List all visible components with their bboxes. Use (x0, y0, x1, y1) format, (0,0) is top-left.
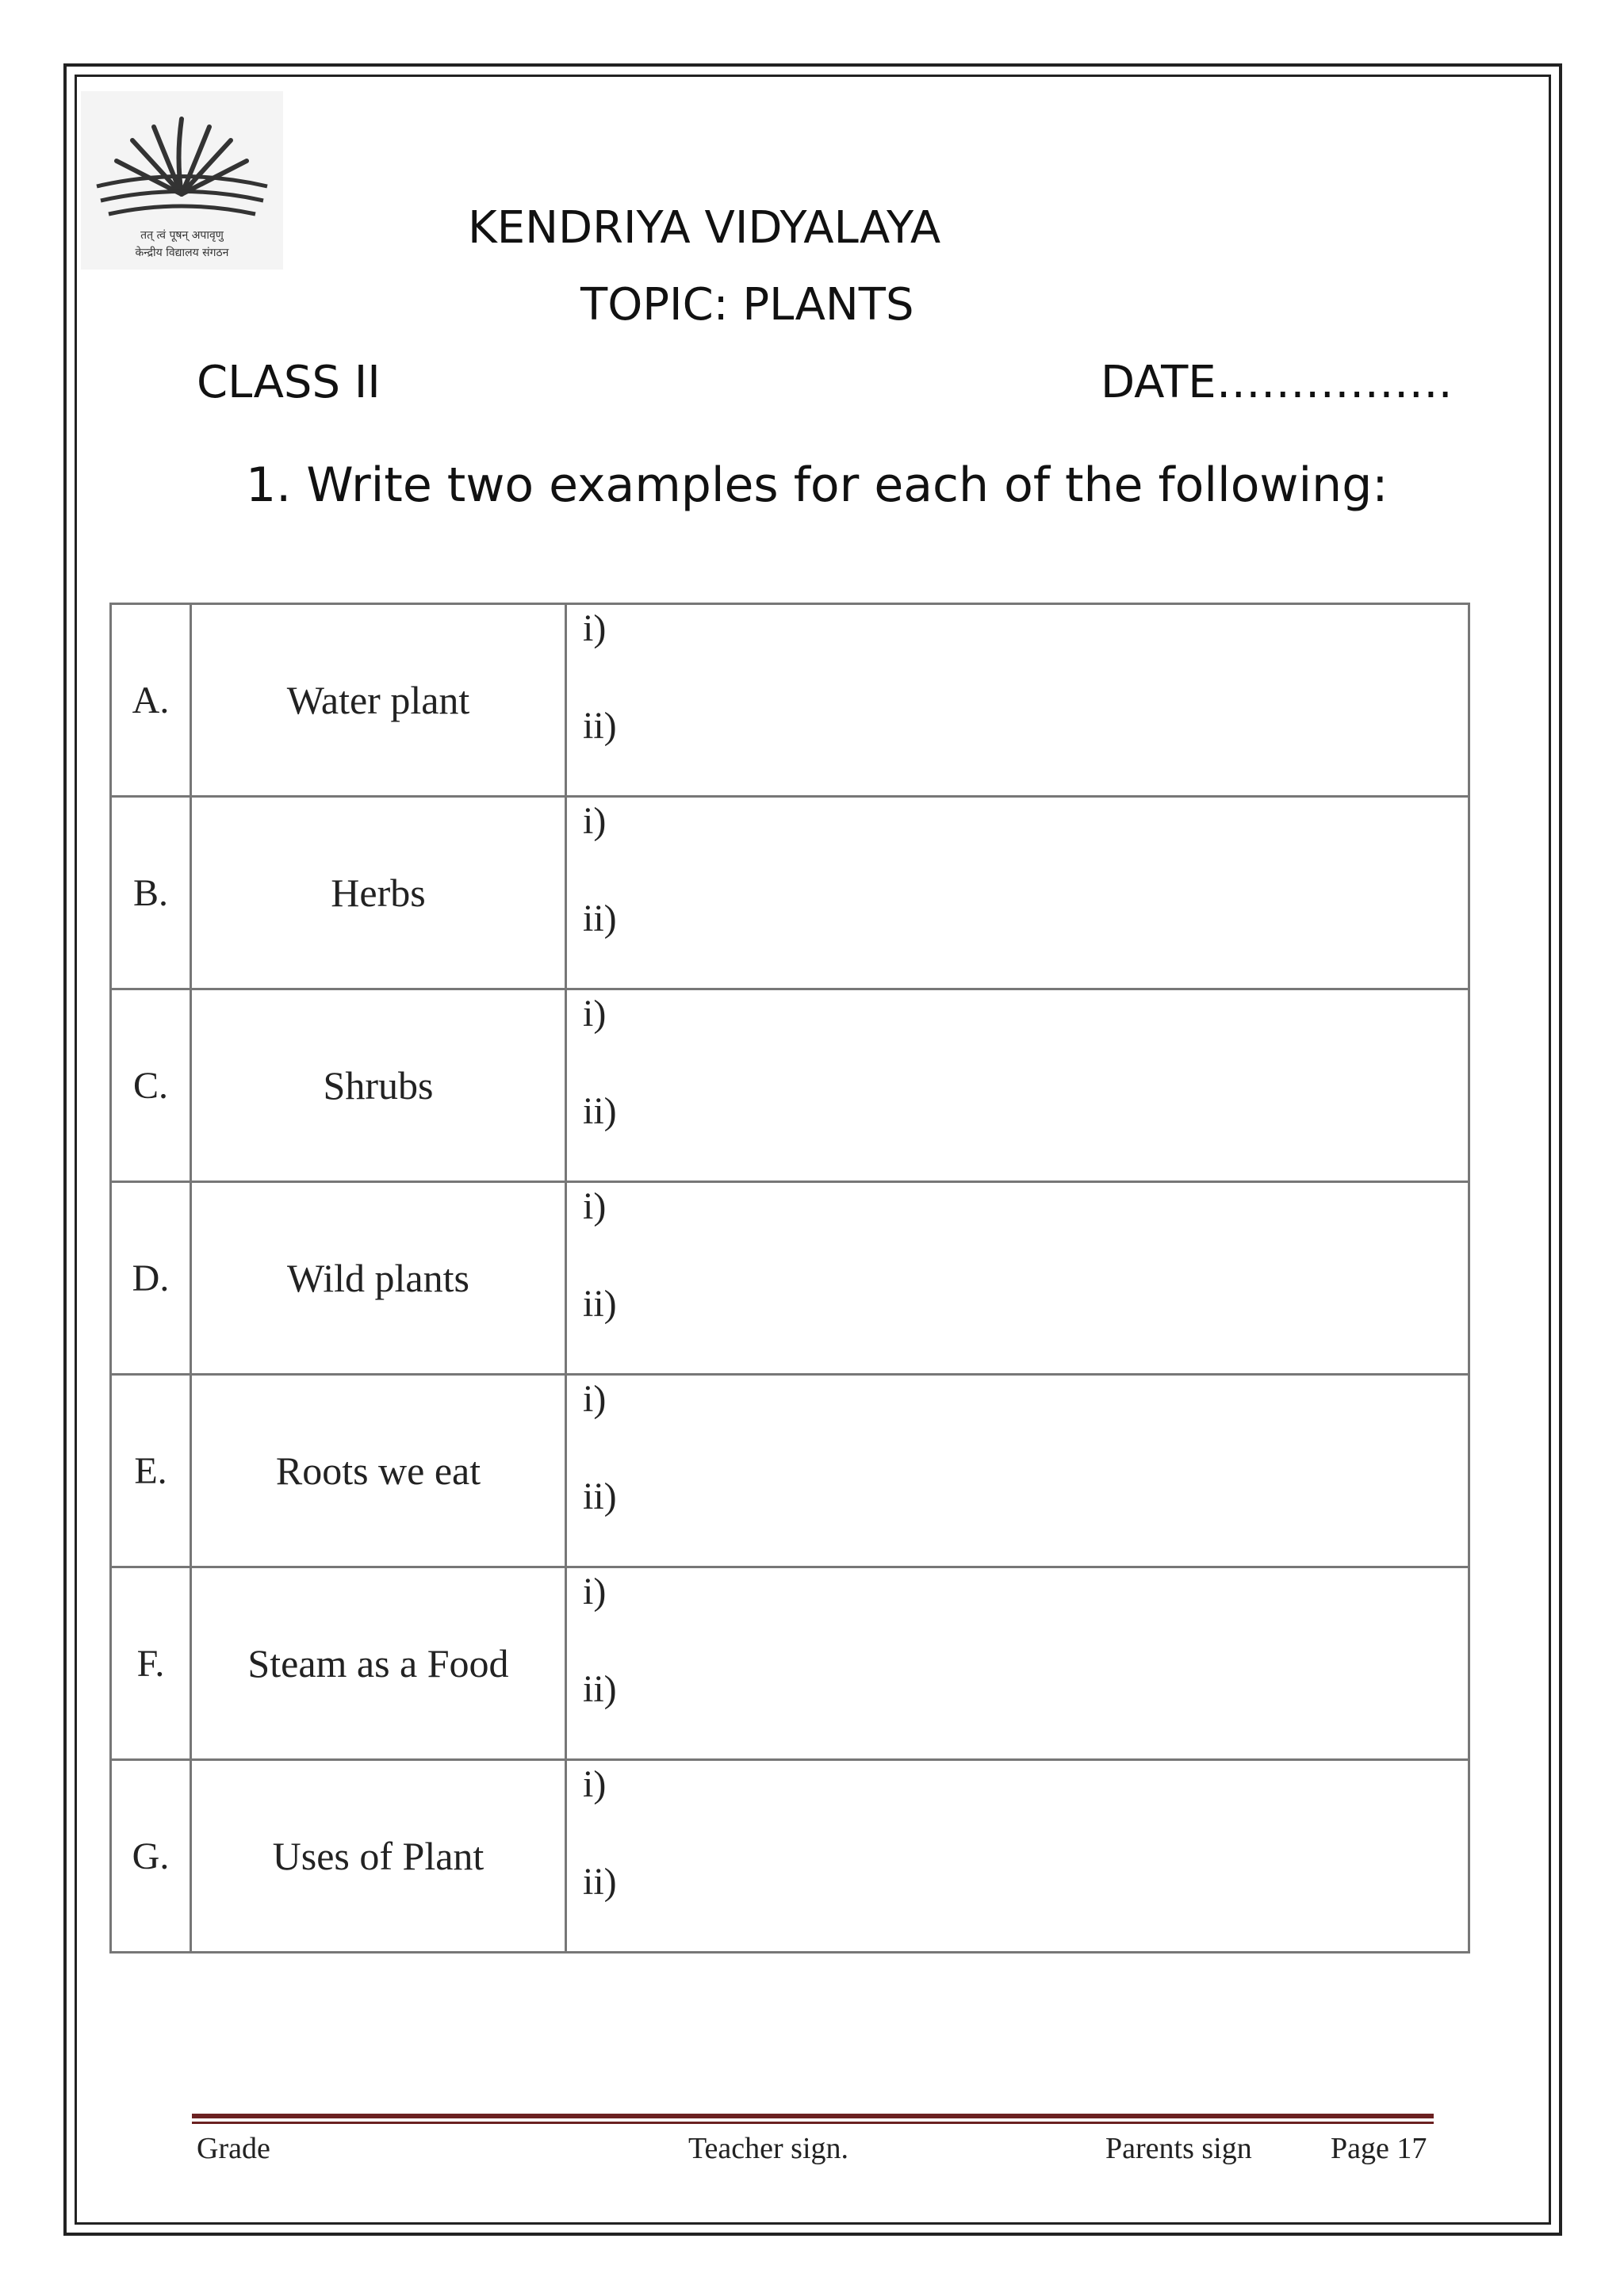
row-item: Steam as a Food (191, 1567, 566, 1760)
sun-rays-icon (81, 91, 283, 226)
kv-logo (81, 91, 283, 270)
school-name: KENDRIYA VIDYALAYA (468, 202, 941, 254)
row-letter: F. (111, 1567, 191, 1760)
table-row (111, 797, 1469, 989)
answer-label-i: i) (583, 1763, 607, 1805)
answer-label-ii: ii) (583, 1283, 617, 1325)
table-row (111, 989, 1469, 1182)
row-letter: D. (111, 1182, 191, 1375)
row-letter: G. (111, 1760, 191, 1953)
answer-cell[interactable] (566, 797, 1469, 989)
table-row (111, 1760, 1469, 1953)
footer-parents-sign: Parents sign (1105, 2132, 1252, 2165)
answer-cell[interactable] (566, 1182, 1469, 1375)
row-item: Roots we eat (191, 1375, 566, 1567)
answer-label-i: i) (583, 1571, 607, 1613)
page-number: Page 17 (1331, 2132, 1427, 2165)
answer-label-ii: ii) (583, 1475, 617, 1517)
answer-label-ii: ii) (583, 897, 617, 939)
class-label: CLASS II (197, 357, 381, 408)
table-row (111, 1567, 1469, 1760)
answer-label-i: i) (583, 993, 607, 1035)
answer-label-i: i) (583, 1378, 607, 1420)
answer-label-i: i) (583, 800, 607, 842)
answer-cell[interactable] (566, 989, 1469, 1182)
answer-label-i: i) (583, 1185, 607, 1227)
table-row (111, 1182, 1469, 1375)
logo-org-name: केन्द्रीय विद्यालय संगठन (135, 247, 229, 259)
row-letter: B. (111, 797, 191, 989)
answer-label-ii: ii) (583, 1090, 617, 1132)
logo-motto: तत् त्वं पूषन् अपावृणु (140, 229, 224, 242)
footer-divider (192, 2114, 1434, 2124)
answer-label-ii: ii) (583, 1668, 617, 1710)
answer-label-ii: ii) (583, 705, 617, 747)
row-letter: C. (111, 989, 191, 1182)
row-item: Uses of Plant (191, 1760, 566, 1953)
answer-label-ii: ii) (583, 1861, 617, 1903)
answer-cell[interactable] (566, 1375, 1469, 1567)
date-field[interactable]: DATE……………. (1101, 357, 1453, 408)
answer-cell[interactable] (566, 604, 1469, 797)
row-letter: A. (111, 604, 191, 797)
question-text: 1. Write two examples for each of the following: (246, 457, 1388, 513)
table-row (111, 604, 1469, 797)
row-item: Wild plants (191, 1182, 566, 1375)
answer-cell[interactable] (566, 1760, 1469, 1953)
row-item: Water plant (191, 604, 566, 797)
answer-cell[interactable] (566, 1567, 1469, 1760)
footer-grade: Grade (197, 2132, 270, 2165)
row-item: Shrubs (191, 989, 566, 1182)
footer-teacher-sign: Teacher sign. (688, 2132, 849, 2165)
examples-table (109, 603, 1470, 1954)
answer-label-i: i) (583, 607, 607, 649)
row-item: Herbs (191, 797, 566, 989)
topic-title: TOPIC: PLANTS (580, 279, 914, 331)
row-letter: E. (111, 1375, 191, 1567)
table-row (111, 1375, 1469, 1567)
